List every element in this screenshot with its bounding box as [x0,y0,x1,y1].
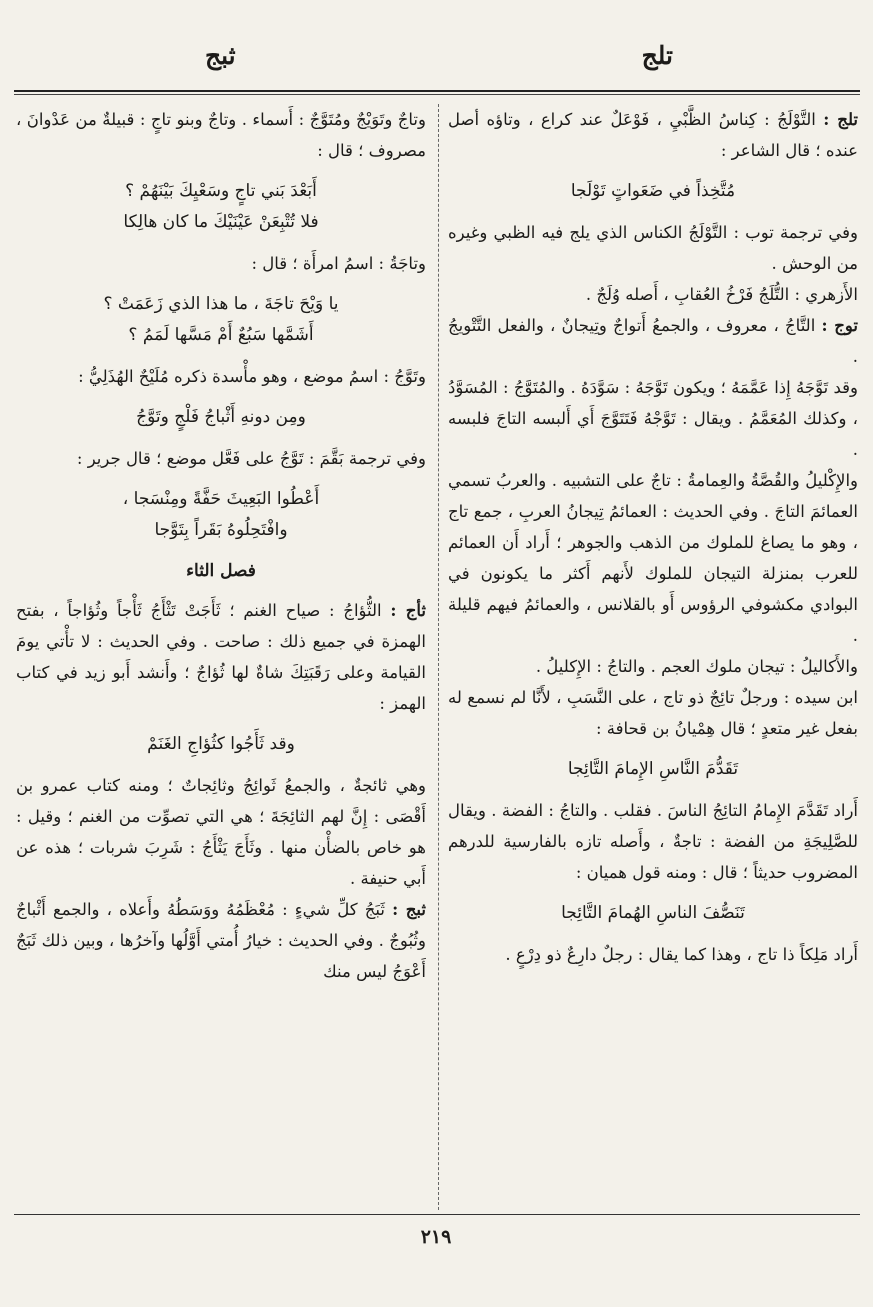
entry-paragraph [448,217,858,279]
entry-paragraph [448,651,858,682]
entry-paragraph [16,894,426,987]
entry-headword: ثأج : [390,601,426,620]
verse-line: أَشَمَّها سَبُعٌ أَمْ مَسَّها لَمَمُ ؟ [128,325,314,345]
footer-rule [14,1214,860,1215]
right-column [448,104,858,1208]
header-rule-thin [14,94,860,95]
entry-paragraph [16,770,426,894]
entry-paragraph [16,104,426,166]
header-rule [14,90,860,92]
entry-headword: ثبج : [392,900,426,919]
verse-line: فلا تُتْبِعَنْ عَيْنَيْكَ ما كان هالِكا [123,212,319,232]
column-divider [438,104,439,1210]
verse-line: وقد ثَأَجُوا كثُؤاجِ الغَنَمْ [147,734,295,754]
entry-text: وتاجَةُ : اسمُ امرأَة ؛ قال : [251,254,426,273]
entry-text: وفي ترجمة توب : التَّوْلَجُ الكناس الذي يلج فيه الظبي وغيره من الوحش . [448,223,858,273]
entry-text: أَراد مَلِكاً ذا تاج ، وهذا كما يقال : رجلٌ دارِعٌ ذو دِرْعٍ . [505,945,858,964]
verse-line: تَقَدُّمَ النَّاسِ الإِمامَ التَّائِجا [567,759,739,779]
entry-text: والأَكاليلُ : تيجان ملوك العجم . والتاجُ : الإِكليلُ . [535,657,858,676]
entry-text: وفي ترجمة بَقَّمَ : تَوَّجُ على فَعَّل موضع ؛ قال جرير : [76,449,426,468]
entry-text: والإِكْليلُ والقُصَّةُ والعِمامةُ : تاجٌ على التشبيه . والعربُ تسمي العمائمَ التاجَ . وفي الحديث : العمائمُ تِيجانُ العربِ ، جمع تاج ، وهو ما يصاغ للملوك من الذهب والجوهر ؛ أَراد أَن العمائم للعرب بمنزلة التيجان للملوك لأَنهم أَكثر ما يكونون في البوادي مكشوفي الرؤوس أَو بالقلانس ، والعمائمُ فيهم قليلة . [448,471,858,645]
entry-text: وقد تَوَّجَهُ إِذا عَمَّمَهُ ؛ ويكون تَوَّجَهُ : سَوَّدَهُ . والمُتَوَّجُ : المُسَوَّدُ ، وكذلك المُعَمَّمُ . ويقال : تَوَّجْهُ فَتَتَوَّجَ أَي أَلبسه التاجَ فلبسه . [448,378,858,459]
verse-line: ومِن دونهِ أَثْباجُ فَلْجٍ وتَوَّجُ [136,407,306,427]
entry-paragraph [448,372,858,465]
entry-paragraph [16,595,426,719]
entry-headword: توج : [821,316,858,335]
section-title: فصل الثاء [186,561,256,581]
entry-text: ثَبَجُ كلِّ شيءٍ : مُعْظَمُهُ ووَسَطُهُ وأَعلاه ، والجمع أَثْباجٌ وثُبُوجٌ . وفي الحديث : خيارُ أُمتي أَوَّلُها وآخرُها ، وبين ذلك ثَبَجٌ أَعْوَجُ ليس منك [16,900,426,981]
entry-paragraph [448,465,858,651]
entry-paragraph [448,310,858,372]
verse-line: وافْتَحِلُوهُ بَقَراً بِتَوَّجا [154,520,288,540]
entry-text: أَراد تَقَدَّمَ الإِمامُ التائِجُ الناسَ . فقلب . والتاجُ : الفضة . ويقال للصَّلِيجَةِ من الفضة : تاجةٌ ، وأَصله تازه بالفارسية للدرهم المضروب حديثاً ؛ قال : ومنه قول هميان : [448,801,858,882]
verse-line: تَنَصُّفَ الناسِ الهُمامَ التَّائِجا [561,903,745,923]
entry-paragraph [16,248,426,279]
entry-paragraph [16,361,426,392]
header-left-word: ثبج [205,41,236,70]
verse-line: أَبَعْدَ بَني تاجٍ وسَعْيِكَ بَيْنَهُمْ ؟ [125,181,317,201]
entry-paragraph [16,443,426,474]
entry-text: وتَوَّجُ : اسمُ موضع ، وهو مأْسدة ذكره مُلَيْحٌ الهُذَلِيُّ : [78,367,426,386]
entry-text: التَّوْلَجُ : كِناسُ الظَّبْيِ ، فَوْعَلٌ عند كراع ، وتاؤه أصل عنده ؛ قال الشاعر : [448,110,858,160]
verse-line: أَعْطُوا البَعِيثَ حَفَّةً ومِنْسَجا ، [122,489,320,509]
entry-paragraph [448,682,858,744]
entry-paragraph [448,795,858,888]
page-number: ٢١٩ [420,1226,452,1248]
entry-text: الأَزهري : التُّلَجُ فَرْخُ العُقابِ ، أَصله وُلَجٌ . [585,285,858,304]
verse-line: مُتَّخِذاً في ضَعَواتٍ تَوْلَجا [570,181,736,201]
entry-paragraph [448,279,858,310]
entry-text: الثُّؤاجُ : صياح الغنم ؛ ثَأَجَتْ تَثْأَجُ ثَأْجاً وثُؤاجاً ، بفتح الهمزة في جميع ذلك : صاحت . وفي الحديث : لا تأْتي يومَ القيامة وعلى رَقَبَتِكَ شاةٌ لها ثُؤاجٌ ؛ وأَنشد أَبو زيد في كتاب الهمز : [16,601,426,713]
entry-text: وهي ثائجةٌ ، والجمعُ ثَوائِجُ وثائِجاتٌ ؛ ومنه كتاب عمرو بن أَقْصَى : إِنَّ لهم الثائِجَةَ ؛ هي التي تصوِّت من الغنم ؛ وقيل : هو خاص بالضأْن منها . وثَأَجَ يَثْأَجُ : شَرِبَ شربات ؛ هذه عن أَبي حنيفة . [16,776,426,888]
entry-text: التَّاجُ ، معروف ، والجمعُ أَتواجٌ وتِيجانٌ ، والفعل التَّتْويجُ . [448,316,858,366]
left-column [16,104,426,1208]
verse-line: يا وَيْحَ تاجَةَ ، ما هذا الذي زَعَمَتْ ؟ [103,294,339,314]
entry-text: ابن سيده : ورجلٌ تائِجٌ ذو تاج ، على النَّسَبِ ، لأَنَّا لم نسمع له بفعل غير متعدٍ ؛ قال هِمْيانُ بن قحافة : [448,688,858,738]
entry-paragraph [448,104,858,166]
header-right-word: تلج [641,41,673,70]
entry-headword: تلج : [823,110,858,129]
entry-text: وتاجٌ وتَوَيْجٌ ومُتَوَّجٌ : أَسماء . وتاجٌ وبنو تاجٍ : قبيلةٌ من عَدْوانَ ، مصروف ؛ قال : [16,110,426,160]
entry-paragraph [448,939,858,970]
